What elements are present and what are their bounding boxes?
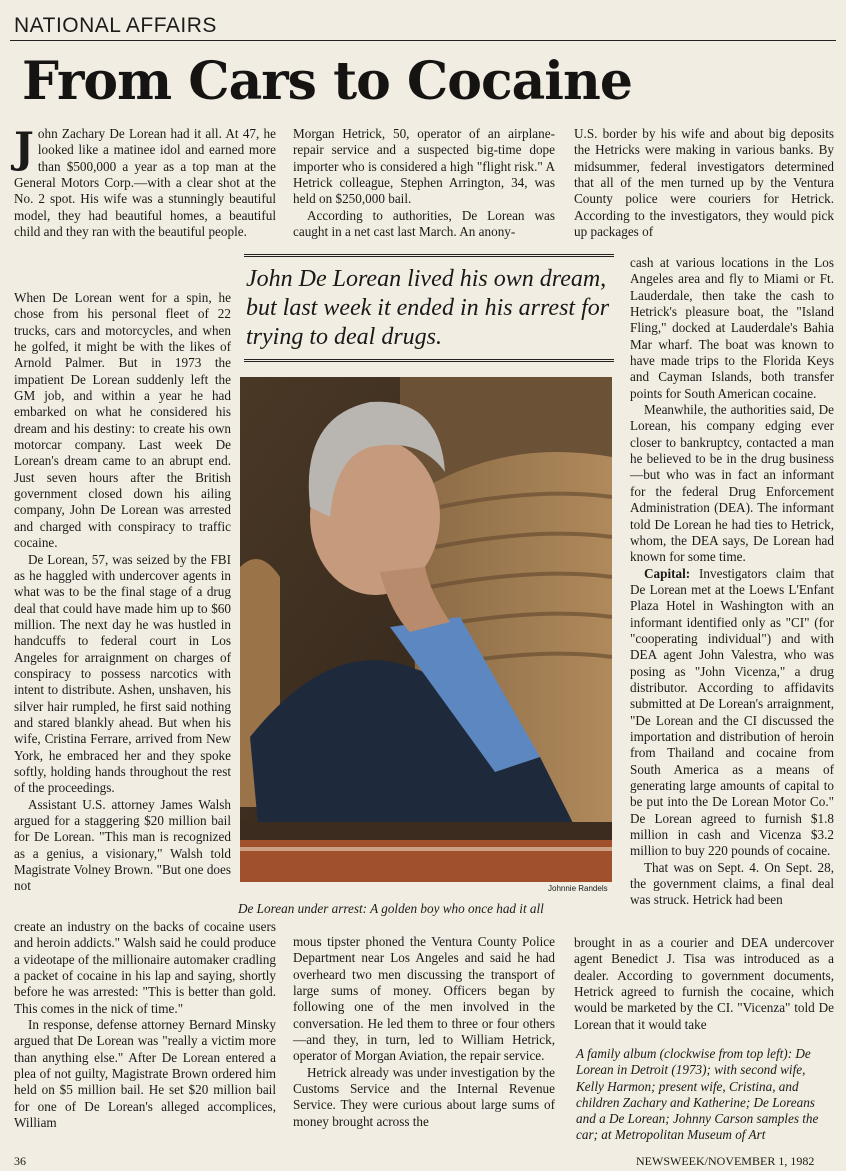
- column-3-bottom: [574, 935, 834, 1033]
- page-number: 36: [14, 1154, 26, 1168]
- col3-para-1: U.S. border by his wife and about big deposits the Hetricks were making in various banks. By midsummer, federal investigators determined that all of the men turned up by the Ventura County police were couriers for Hetrick. According to the investigators, they would pick up packages of: [574, 126, 834, 240]
- photo-caption: De Lorean under arrest: A golden boy who once had it all: [238, 901, 544, 916]
- col2-para-3: mous tipster phoned the Ventura County Police Department near Los Angeles and said he had overheard two men discussing the transport of large sums of money. Officers began by following one of the men involved in the conversation. He led them to three or four others—and they, in turn, led to William Hetrick, operator of Morgan Aviation, the repair service.: [293, 934, 555, 1064]
- col3-para-5: That was on Sept. 4. On Sept. 28, the government claims, a final deal was struck. Hetrick had been: [630, 859, 834, 908]
- headline: From Cars to Cocaine: [22, 51, 632, 112]
- col1-para-2: De Lorean, 57, was seized by the FBI as he haggled with undercover agents in what was to be the final stage of a drug deal that could have made him up to $60 million. The next day he was hustled in handcuffs to federal court in Los Angeles for arraignment on charges of conspiracy to possess narcotics with intent to distribute. Ashen, unshaven, his silver hair rumpled, he first said nothing and stared blankly ahead. But when his wife, Cristina Ferrare, arrived from New York, he embraced her and they spoke softly, holding hands throughout the rest of the proceedings.: [14, 551, 231, 796]
- col2-para-2: According to authorities, De Lorean was caught in a net cast last March. An anony-: [293, 207, 555, 240]
- column-3-top: [574, 126, 834, 240]
- section-label: NATIONAL AFFAIRS: [14, 14, 217, 37]
- column-1-top: [14, 123, 276, 240]
- col1-top-text: ohn Zachary De Lorean had it all. At 47, he looked like a matinee idol and earned more than $500,000 a year as a top man at the General Motors Corp.—with a clear shot at the No. 2 spot. His wife was a stunningly beautiful model, they had beautiful homes, a beautiful child and they ran with the beautiful people.: [14, 126, 276, 240]
- column-1-narrow: [14, 290, 231, 895]
- col3-para-2: cash at various locations in the Los Angeles area and fly to Miami or Ft. Lauderdale, then take the cash to Hetrick's pleasure boat, the "Island Fling," docked at Lauderdale's Bahia Mar wharf. The boat was known to have made trips to the Florida Keys and Cayman Islands, both transfer points for South American cocaine.: [630, 255, 834, 401]
- column-3-narrow: [630, 255, 834, 909]
- photo-illustration: [240, 377, 612, 882]
- col1-para-3: Assistant U.S. attorney James Walsh argued for a staggering $20 million bail for De Lorean. "This man is recognized as a genius, a visionary," Walsh told Magistrate Volney Brown. "But one does not: [14, 796, 231, 894]
- col3-para-3: Meanwhile, the authorities said, De Lorean, his company edging ever closer to bankruptcy, contacted a man he believed to be in the drug business—but who was in fact an informant for the federal Drug Enforcement Administration (DEA). The informant told De Lorean he had ties to Hetrick, whom, the DEA says, De Lorean had known for some time.: [630, 402, 834, 565]
- subhead-capital: Capital:: [644, 565, 691, 581]
- pull-quote-box: [244, 254, 614, 362]
- section-rule: [10, 40, 836, 41]
- photo-credit: Johnnie Randels: [548, 884, 608, 893]
- col3-para-4: Investigators claim that De Lorean met at the Loews L'Enfant Plaza Hotel in Washington with an informant identified only as "CI" (for "cooperating individual") and with DEA agent John Valestra, who was posing as "John Vicenza," a drug distributor. According to affidavits submitted at De Lorean's arraignment, "De Lorean and the CI discussed the importation and distribution of heroin from Thailand and cocaine from South America as a means of generating large amounts of capital to be put into the De Lorean Motor Co." De Lorean agreed to furnish $1.8 million in cash and Vicenza $3.2 million to buy 220 pounds of cocaine.: [630, 565, 834, 859]
- col2-para-4: Hetrick already was under investigation by the Customs Service and the Internal Revenue Service. They were curious about large sums of money brought across the: [293, 1064, 555, 1129]
- column-2-bottom: [293, 934, 555, 1130]
- publication-footer: NEWSWEEK/NOVEMBER 1, 1982: [636, 1154, 815, 1168]
- col2-para-1: Morgan Hetrick, 50, operator of an airplane-repair service and a suspected big-time dope importer who is considered a high "flight risk." A Hetrick colleague, Stephen Arrington, 34, was held on $250,000 bail.: [293, 126, 555, 207]
- col1-para-1: When De Lorean went for a spin, he chose from his personal fleet of 22 trucks, cars and motorcycles, and when he golfed, it might be with the likes of Arnold Palmer. But in 1973 the impatient De Lorean suddenly left the GM job, and within a year he had embarked on what he considered his dream and his destiny: to create his own motorcar company. Last week De Lorean's dream came to an abrupt end. Just seven hours after the British government closed down his ailing company, John De Lorean was arrested and charged with conspiracy to traffic cocaine.: [14, 290, 231, 551]
- drop-cap: J: [14, 123, 34, 172]
- column-1-bottom: [14, 919, 276, 1131]
- col1-para-4: create an industry on the backs of cocaine users and heroin addicts." Walsh said he could produce a videotape of the millionaire automaker cradling a packet of cocaine in his lap and saying, shortly before he was arrested: "This is better than gold. This comes in the nick of time.": [14, 919, 276, 1016]
- photo-de-lorean: [240, 377, 612, 882]
- pull-quote: John De Lorean lived his own dream, but last week it ended in his arrest for trying to deal drugs.: [246, 266, 610, 350]
- col1-para-5: In response, defense attorney Bernard Minsky argued that De Lorean was "really a victim more than anything else." After De Lorean entered a plea of not guilty, Magistrate Brown ordered him held on $5 million bail. He set $20 million bail for one of De Lorean's alleged accomplices, William: [14, 1017, 276, 1131]
- column-2-top: [293, 126, 555, 240]
- col3-para-6: brought in as a courier and DEA undercover agent Benedict J. Tisa was introduced as a dealer. According to government documents, Hetrick agreed to furnish the cocaine, which would be marketed by the CI. "Vicenza" told De Lorean that it would take: [574, 935, 834, 1032]
- album-caption: A family album (clockwise from top left): De Lorean in Detroit (1973); with second wife, Kelly Harmon; present wife, Cristina, and children Zachary and Katherine; De Loreans and a De Lorean; Johnny Carson samples the car; at Metropolitan Museum of Art: [576, 1046, 819, 1143]
